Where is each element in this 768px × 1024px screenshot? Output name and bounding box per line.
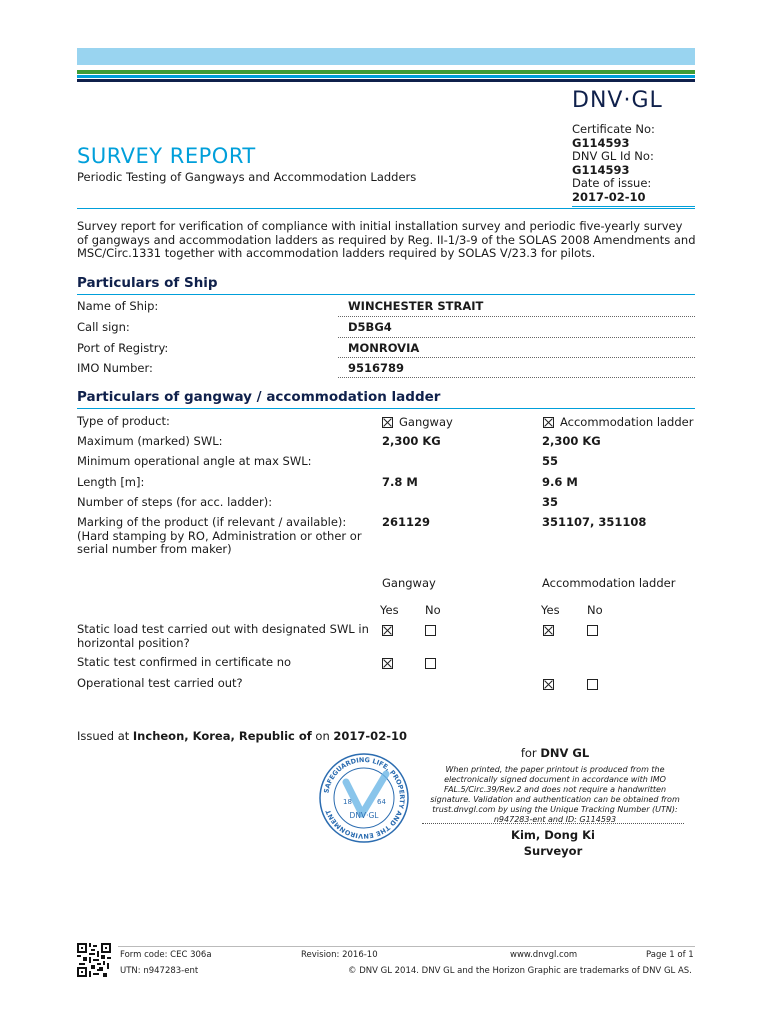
stamp-year-right: 64 <box>377 798 386 806</box>
signature-line <box>422 823 684 824</box>
id-no-value: G114593 <box>572 162 630 177</box>
operational-ladder-no-checkbox[interactable] <box>587 679 598 690</box>
issued-prefix: Issued at <box>77 729 133 743</box>
qr-code-icon <box>77 943 111 977</box>
ladder-type-checkbox[interactable] <box>543 417 554 428</box>
tests-ladder-column-header: Accommodation ladder <box>542 576 676 590</box>
certificate-block <box>572 123 695 204</box>
signer-block <box>422 827 684 859</box>
footer-website-link[interactable]: www.dnvgl.com <box>510 950 578 960</box>
ladder-type-label: Accommodation ladder <box>560 415 694 429</box>
ship-name-value: WINCHESTER STRAIT <box>348 299 484 313</box>
static-load-test-label-line-2: horizontal position? <box>77 636 190 650</box>
call-sign-label: Call sign: <box>77 320 130 334</box>
dnvgl-stamp-seal <box>318 752 410 844</box>
for-dnvgl-line <box>424 746 686 760</box>
imo-number-value: 9516789 <box>348 361 405 375</box>
gangway-type-label: Gangway <box>399 415 453 429</box>
header-band-navy <box>77 79 695 82</box>
angle-ladder-value: 55 <box>542 454 559 468</box>
marking-gangway-value: 261129 <box>382 515 431 529</box>
call-sign-value: D5BG4 <box>348 320 392 334</box>
signer-role: Surveyor <box>523 844 583 858</box>
port-of-registry-value: MONROVIA <box>348 341 420 355</box>
marking-label-line-2: (Hard stamping by RO, Administration or other or <box>77 529 362 543</box>
ship-section-divider <box>77 294 695 295</box>
ship-name-label: Name of Ship: <box>77 299 159 313</box>
issued-date: 2017-02-10 <box>333 729 407 743</box>
header-band-light-blue <box>77 48 695 65</box>
angle-label: Minimum operational angle at max SWL: <box>77 454 312 468</box>
cert-no-value: G114593 <box>572 135 630 150</box>
marking-label-line-1: Marking of the product (if relevant / available): <box>77 515 347 529</box>
id-no-label: DNV GL Id No: <box>572 149 654 163</box>
gangway-type-checkbox[interactable] <box>382 417 393 428</box>
page-subtitle: Periodic Testing of Gangways and Accommodation Ladders <box>77 170 417 184</box>
for-org: DNV GL <box>540 746 590 760</box>
footer-revision: Revision: 2016-10 <box>301 950 378 960</box>
product-section-heading: Particulars of gangway / accommodation ladder <box>77 389 441 405</box>
dnvgl-logo: DNV·GL <box>572 88 663 113</box>
issued-place: Incheon, Korea, Republic of <box>132 729 312 743</box>
footer-page-number: Page 1 of 1 <box>646 950 694 960</box>
type-of-product-label: Type of product: <box>77 414 170 428</box>
header-band-blue <box>77 75 695 78</box>
length-ladder-value: 9.6 M <box>542 475 578 489</box>
issued-at-line <box>77 729 407 743</box>
steps-ladder-value: 35 <box>542 495 559 509</box>
date-of-issue-value: 2017-02-10 <box>572 189 646 204</box>
marking-label-line-3: serial number from maker) <box>77 542 232 556</box>
operational-test-label: Operational test carried out? <box>77 676 243 690</box>
static-load-gangway-yes-checkbox[interactable] <box>382 625 393 636</box>
issued-on: on <box>311 729 334 743</box>
ladder-no-header: No <box>587 603 603 617</box>
static-load-ladder-yes-checkbox[interactable] <box>543 625 554 636</box>
stamp-center-text: DNV·GL <box>349 811 379 820</box>
swl-ladder-value: 2,300 KG <box>542 434 601 448</box>
product-section-divider <box>77 408 695 409</box>
static-test-certificate-label: Static test confirmed in certificate no <box>77 655 292 669</box>
electronic-signature-notice: When printed, the paper printout is produced from the electronically signed document in accordance with IMO FAL.5/Circ.39/Rev.2 and does not require a handwritten signature. Validation and authentication can be obtained from trust.dnvgl.com by using the Unique Tracking Number (UTN): n947283-ent and ID: G114593 <box>430 765 680 824</box>
stamp-year-left: 18 <box>343 798 352 806</box>
swl-gangway-value: 2,300 KG <box>382 434 441 448</box>
static-cert-gangway-yes-checkbox[interactable] <box>382 658 393 669</box>
steps-label: Number of steps (for acc. ladder): <box>77 495 273 509</box>
length-gangway-value: 7.8 M <box>382 475 418 489</box>
imo-number-underline <box>338 377 695 378</box>
page-title: SURVEY REPORT <box>77 144 256 168</box>
footer-copyright: © DNV GL 2014. DNV GL and the Horizon Graphic are trademarks of DNV GL AS. <box>348 966 692 976</box>
intro-paragraph: Survey report for verification of compliance with initial installation survey and periodic five-yearly survey of gangways and accommodation ladders as required by Reg. II-1/3-9 of the SOLAS 2008 Amendments and MSC/Circ.1331 together with accommodation ladders required by SOLAS V/23.3 for pilots. <box>77 219 696 260</box>
ship-section-heading: Particulars of Ship <box>77 275 218 291</box>
operational-ladder-yes-checkbox[interactable] <box>543 679 554 690</box>
ship-name-underline <box>338 316 695 317</box>
footer-divider <box>118 946 695 947</box>
cert-no-label: Certificate No: <box>572 122 655 136</box>
header-band-green <box>77 70 695 74</box>
footer-form-code: Form code: CEC 306a <box>120 950 212 960</box>
static-load-test-label-line-1: Static load test carried out with designated SWL in <box>77 622 369 636</box>
static-load-gangway-no-checkbox[interactable] <box>425 625 436 636</box>
ladder-yes-header: Yes <box>541 603 560 617</box>
gangway-no-header: No <box>425 603 441 617</box>
imo-number-label: IMO Number: <box>77 361 153 375</box>
port-of-registry-label: Port of Registry: <box>77 341 169 355</box>
tests-gangway-column-header: Gangway <box>382 576 436 590</box>
header-divider <box>77 208 695 209</box>
length-label: Length [m]: <box>77 475 145 489</box>
gangway-yes-header: Yes <box>380 603 399 617</box>
footer-utn: UTN: n947283-ent <box>120 966 199 976</box>
call-sign-underline <box>338 337 695 338</box>
port-of-registry-underline <box>338 357 695 358</box>
signer-name: Kim, Dong Ki <box>511 828 595 842</box>
static-load-ladder-no-checkbox[interactable] <box>587 625 598 636</box>
marking-ladder-value: 351107, 351108 <box>542 515 647 529</box>
date-of-issue-label: Date of issue: <box>572 176 652 190</box>
swl-label: Maximum (marked) SWL: <box>77 434 223 448</box>
static-cert-gangway-no-checkbox[interactable] <box>425 658 436 669</box>
for-prefix: for <box>520 746 541 760</box>
stamp-ring-text: SAFEGUARDING LIFE, PROPERTY AND THE ENVIRONMENT <box>322 755 407 841</box>
certificate-divider <box>572 206 695 207</box>
